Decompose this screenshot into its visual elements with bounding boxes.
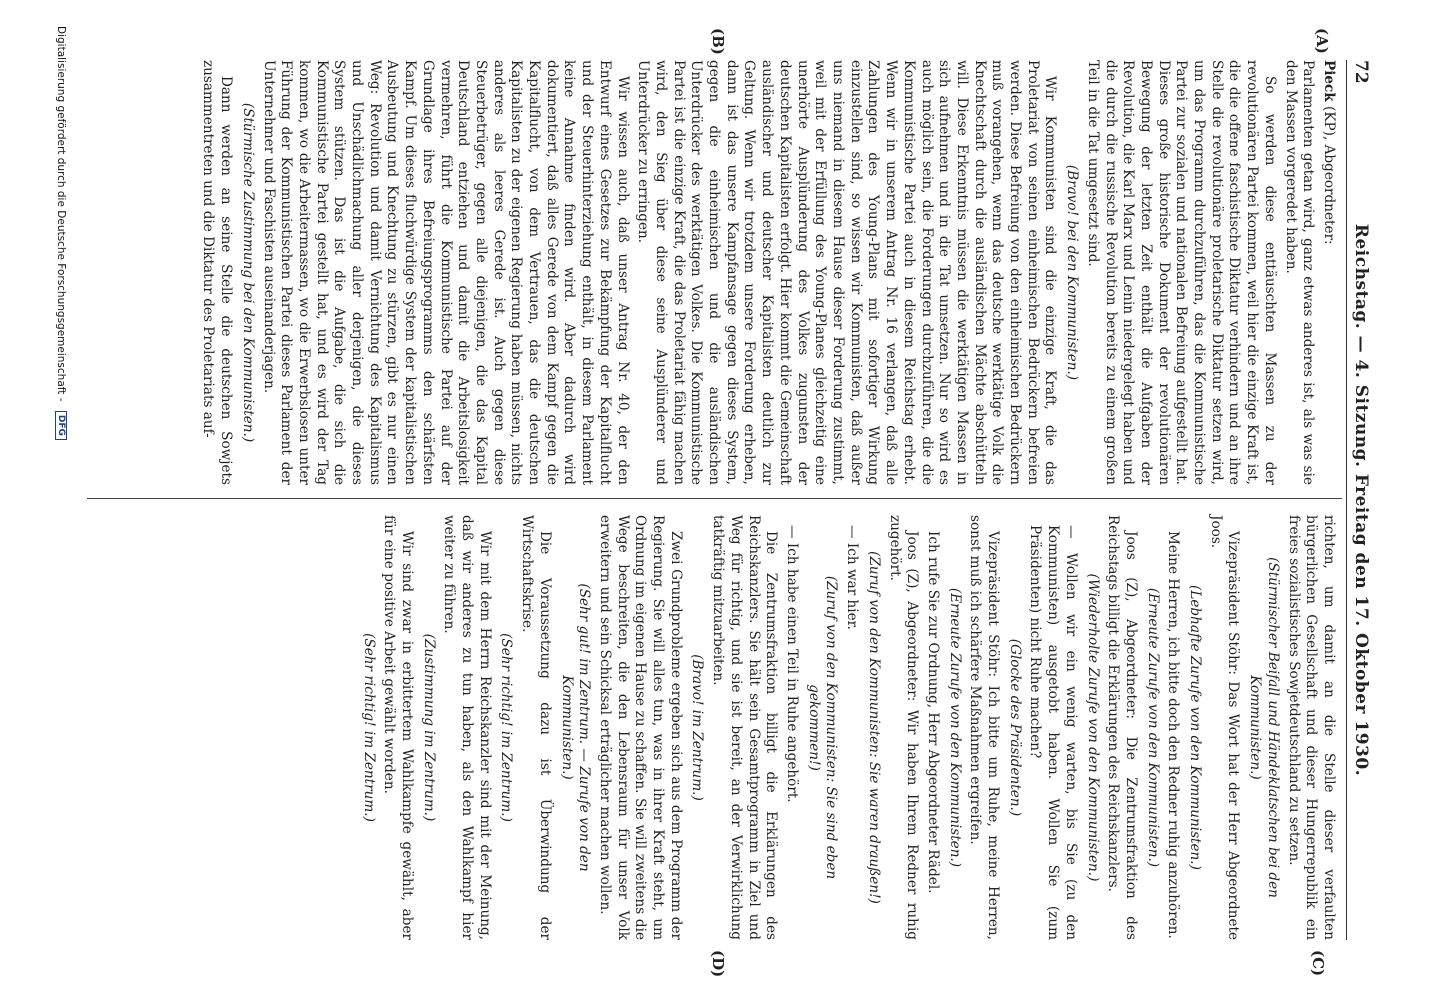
paragraph: Wir mit dem Herrn Reichskanzler sind mit der Meinung, daß wir anderes zu tun haben, als den Wahlkampf hier weiter zu führen. xyxy=(441,515,493,940)
column-divider xyxy=(87,498,1342,499)
margin-marker-b: (B) xyxy=(709,28,727,55)
paragraph: Parlamenten getan wird, ganz etwas anderes ist, als was sie den Massen vorgeredet haben. xyxy=(1282,60,1317,485)
applause: (Sehr richtig! im Zentrum.) xyxy=(360,633,377,822)
interjection: — Ich war hier. xyxy=(844,525,861,631)
paragraph: Meine Herren, ich bitte doch den Redner ruhig anzuhören. xyxy=(1165,531,1182,939)
applause: (Sehr richtig! im Zentrum.) xyxy=(498,633,515,822)
applause: (Erneute Zurufe von den Kommunisten.) xyxy=(1144,587,1161,868)
applause: (Glocke des Präsidenten.) xyxy=(1006,638,1023,817)
interjection: — Ich habe einen Teil in Ruhe angehört. xyxy=(784,525,801,803)
digitization-text: Digitalisierung gefördert durch die Deutsche Forschungsgemeinschaft - xyxy=(55,26,67,402)
right-column xyxy=(355,515,1337,940)
speaker-suffix: (KP), Abgeordneter: xyxy=(1321,101,1337,245)
vice-president-statement: Vizepräsident Stöhr: Das Wort hat der Herr Abgeordnete Joos. xyxy=(1207,515,1242,940)
page-header xyxy=(1346,60,1377,940)
margin-marker-d: (D) xyxy=(709,950,727,978)
paragraph: Zwei Grundprobleme ergeben sich aus dem Programm der Regierung. Sie will alles tun, was in ihrer Kraft steht, um Ordnung im eigenen Hause zu schaffen. Sie will zweitens die Wege beschreiten, die den Lebensraum für unser Volk erweitern und sein Schicksal erträglicher machen wollen. xyxy=(596,515,684,940)
speaker-statement: Joos (Z), Abgeordneter: Die Zentrumsfraktion des Reichstags billigt die Erklärungen des Reichskanzlers. xyxy=(1105,515,1139,940)
speaker-line xyxy=(1319,60,1337,485)
applause: (Zuruf von den Kommunisten: Sie waren draußen!) xyxy=(865,551,882,904)
vice-president-statement: Ich rufe Sie zur Ordnung, Herr Abgeordneter Rädel. xyxy=(924,531,941,894)
interjection: — Wollen wir ein wenig warten, bis Sie (zu den Kommunisten) ausgetobt haben. Wollen Sie (zum Präsidenten) nicht Ruhe machen? xyxy=(1027,525,1079,940)
page-title: Reichstag. — 4. Sitzung. Freitag den 17. Oktober 1930. xyxy=(1351,223,1371,777)
page-number: 72 xyxy=(1351,60,1371,84)
left-column xyxy=(196,60,1337,485)
applause: (Zustimmung im Zentrum.) xyxy=(420,633,437,822)
applause: (Zuruf von den Kommunisten: Sie sind eben gekommen!) xyxy=(805,575,840,880)
applause: (Wiederholte Zurufe von den Kommunisten.) xyxy=(1084,573,1101,882)
paragraph: Die Zentrumsfraktion billigt die Erklärungen des Reichskanzlers. Sie hält sein Gesamtprogramm in Ziel und Weg für richtig, und sie ist bereit, an der Verwirklichung tatkräftig mitzuarbeiten. xyxy=(710,515,780,940)
applause: (Stürmische Zustimmung bei den Kommunisten.) xyxy=(239,102,256,443)
speaker-statement: Joos (Z), Abgeordneter: Wir haben Ihrem Redner ruhig zugehört. xyxy=(886,515,921,940)
paragraph: Wir sind zwar in erbittertem Wahlkampfe gewählt, aber für eine positive Arbeit gewählt worden. xyxy=(381,515,415,940)
applause: (Lebhafte Zurufe von den Kommunisten.) xyxy=(1187,585,1204,870)
rotated-page xyxy=(17,20,1417,980)
paragraph: Wir Kommunisten sind die einzige Kraft, die das Proletariat von seinen einheimischen Bedrückern befreien werden. Diese Befreiung von den einheimischen Bedrückern muß vorangehen, wenn das deutsche werktätige Volk die Knechtschaft durch die ausländischen Mächte abschütteln will. Diese Erkenntnis müssen die werktätigen Massen in sich aufnehmen und in die Tat umsetzen. Nur so wird es auch möglich sein, die Forderungen durchzuführen, die die Kommunistische Partei auch in diesem Reichstag erhebt. Wenn wir in unserem Antrag Nr. 16 verlangen, daß alle Zahlungen des Young-Plans mit sofortiger Wirkung einzustellen sind, so wissen wir Kommunisten, daß außer uns niemand in diesem Hause dieser Forderung zustimmt, weil mit der Erfüllung des Young-Planes gleichzeitig eine unerhörte Ausplünderung des Volkes zugunsten der deutschen Kapitalisten erfolgt. Hier kommt die Gemeinschaft ausländischer und deutscher Kapitalisten deutlich zur Geltung. Wenn wir trotzdem unsere Forderung erheben, dann ist das unsere Kampfansage gegen dieses System, gegen die einheimischen und die ausländischen Unterdrücker des werktätigen Volkes. Die Kommunistische Partei ist die einzige Kraft, die das Proletariat fähig machen wird, den Sieg über diese seine Ausplünderer und Unterdrücker zu erringen. xyxy=(635,60,1059,485)
paragraph: Wir wissen auch, daß unser Antrag Nr. 40, der den Entwurf eines Gesetzes zur Bekämpfung der Kapitalflucht und der Steuerhinterziehung enthält, in diesem Parlament keine Annahme finden wird. Aber dadurch wird dokumentiert, daß alles Gerede von dem Kampf gegen die Kapitalflucht, von dem Vertrauen, das die deutschen Kapitalisten zu der eigenen Regierung haben müssen, nichts anderes als leeres Gerede ist. Auch gegen diese Steuerbetrüger, gegen alle diejenigen, die das Kapital Deutschland entziehen und damit die Arbeitslosigkeit vermehren, führt die Kommunistische Partei auf der Grundlage ihres Befreiungsprogramms den schärfsten Kampf. Um dieses fluchwürdige System der kapitalistischen Ausbeutung und Knechtung zu stürzen, gibt es nur einen Weg: Revolution und damit Vernichtung des Kapitalismus und Unschädlichmachung aller derjenigen, die dieses System stützen. Das ist die Aufgabe, die sich die Kommunistische Partei gestellt hat, und es wird der Tag kommen, wo die Arbeitermassen, wo die Erwerbslosen unter Führung der Kommunistischen Partei dieses Parlament der Unternehmer und Faschisten auseinanderjagen. xyxy=(260,60,631,485)
margin-marker-a: (A) xyxy=(1313,28,1331,54)
speaker-name: Pieck xyxy=(1321,60,1337,102)
digitization-note xyxy=(55,26,67,966)
paragraph: Die Voraussetzung dazu ist Überwindung der Wirtschaftskrise. xyxy=(519,515,553,940)
vice-president-statement: Vizepräsident Stöhr: Ich bitte um Ruhe, meine Herren, sonst muß ich schärfere Maßnahmen ergreifen. xyxy=(967,515,1002,940)
applause: (Sehr gut! im Zentrum. — Zurufe von den Kommunisten.) xyxy=(558,583,593,872)
applause: (Stürmischer Beifall und Händeklatschen bei den Kommunisten.) xyxy=(1247,557,1281,898)
margin-marker-c: (C) xyxy=(1309,950,1327,977)
paragraph: richten, um damit an die Stelle dieser verfaulten bürgerlichen Gesellschaft und dieser Hungerrepublik ein freies sozialistisches Sowjetdeutschland zu setzen. xyxy=(1285,515,1337,940)
dfg-logo: DFG xyxy=(55,411,67,440)
paragraph: Dann werden an seine Stelle die deutschen Sowjets zusammentreten und die Diktatur des Proletariats auf- xyxy=(200,60,235,485)
applause: (Bravo! im Zentrum.) xyxy=(689,654,706,801)
applause: (Erneute Zurufe von den Kommunisten.) xyxy=(946,587,963,868)
paragraph: So werden diese enttäuschten Massen zu der revolutionären Partei kommen, weil hier die einzige Kraft ist, die die offene faschistische Diktatur verhindern und an ihre Stelle die revolutionäre proletarische Diktatur setzen wird, um das Programm durchzuführen, das die Kommunistische Partei zur sozialen und nationalen Befreiung aufgestellt hat. Dieses große historische Dokument der revolutionären Bewegung der letzten Zeit enthält die Aufgaben der Revolution, die Karl Marx und Lenin niedergelegt haben und die durch die russische Revolution bereits zu einem großen Teil in die Tat umgesetzt sind. xyxy=(1084,60,1278,485)
applause: (Bravo! bei den Kommunisten.) xyxy=(1064,164,1081,381)
page-content xyxy=(17,20,1417,980)
